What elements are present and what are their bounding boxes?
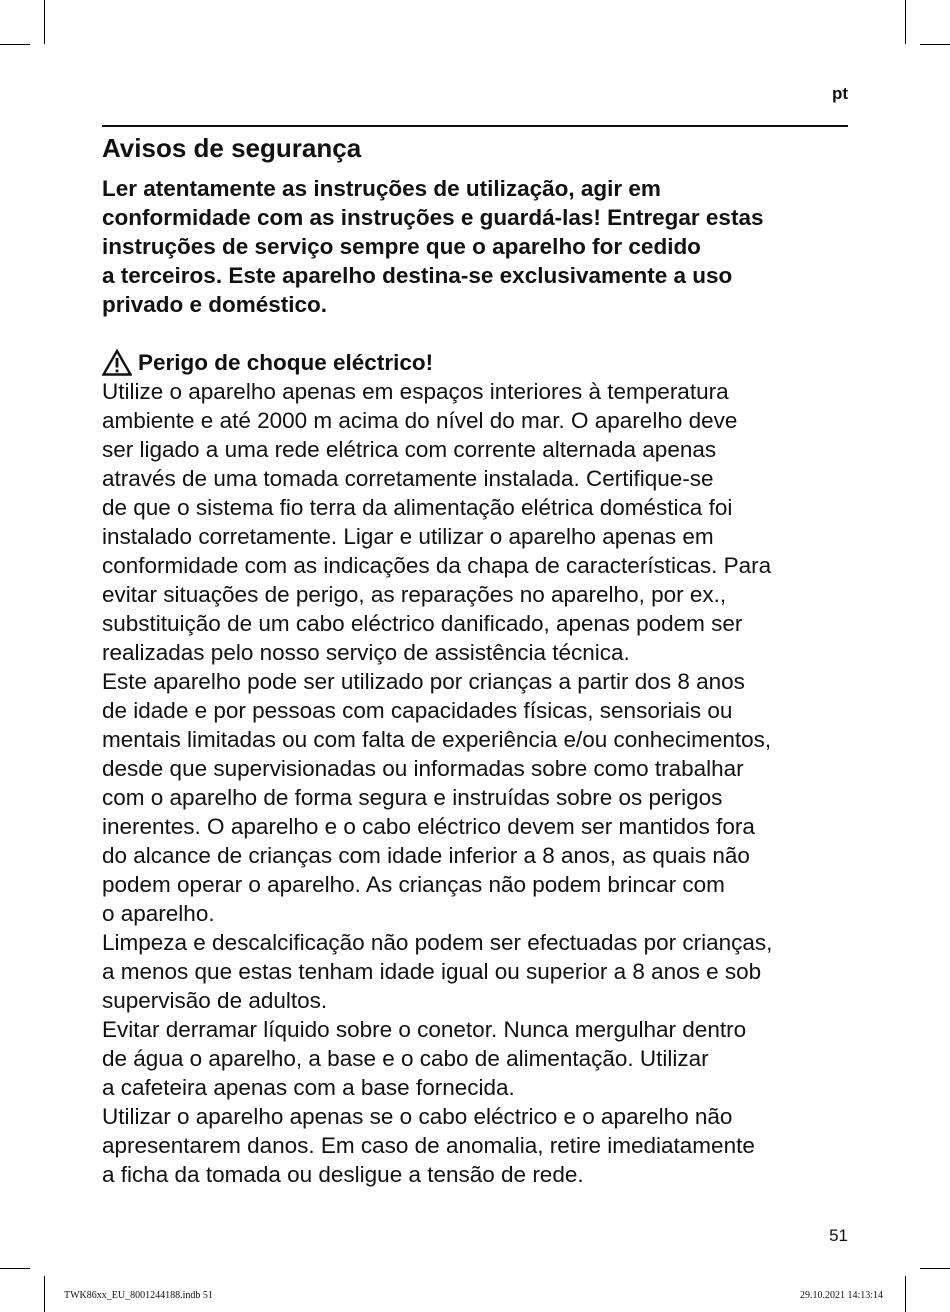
body-line: substituição de um cabo eléctrico danificado, apenas podem ser xyxy=(102,611,743,636)
intro-line: privado e doméstico. xyxy=(102,292,328,317)
crop-mark xyxy=(920,44,950,45)
body-line: através de uma tomada corretamente instalada. Certifique-se xyxy=(102,466,714,491)
body-line: de água o aparelho, a base e o cabo de alimentação. Utilizar xyxy=(102,1046,709,1071)
crop-mark xyxy=(905,0,906,44)
crop-mark xyxy=(920,1268,950,1269)
body-line: Utilizar o aparelho apenas se o cabo eléctrico e o aparelho não xyxy=(102,1104,733,1129)
crop-mark xyxy=(0,44,30,45)
body-line: com o aparelho de forma segura e instruídas sobre os perigos xyxy=(102,785,723,810)
body-line: Utilize o aparelho apenas em espaços interiores à temperatura xyxy=(102,379,729,404)
body-line: Evitar derramar líquido sobre o conetor. Nunca mergulhar dentro xyxy=(102,1017,747,1042)
body-line: Limpeza e descalcificação não podem ser efectuadas por crianças, xyxy=(102,930,773,955)
intro-line: a terceiros. Este aparelho destina-se exclusivamente a uso xyxy=(102,263,733,288)
safety-section xyxy=(102,130,862,1189)
footer-file-label: TWK86xx_EU_8001244188.indb 51 xyxy=(64,1290,213,1301)
crop-mark xyxy=(905,1276,906,1312)
warning-heading xyxy=(102,348,862,377)
body-line: supervisão de adultos. xyxy=(102,988,328,1013)
body-line: mentais limitadas ou com falta de experiência e/ou conhecimentos, xyxy=(102,727,772,752)
body-line: a ficha da tomada ou desligue a tensão de rede. xyxy=(102,1162,584,1187)
footer-timestamp: 29.10.2021 14:13:14 xyxy=(799,1290,883,1301)
intro-line: Ler atentamente as instruções de utilização, agir em xyxy=(102,176,661,201)
body-line: do alcance de crianças com idade inferior a 8 anos, as quais não xyxy=(102,843,750,868)
crop-mark xyxy=(0,1268,30,1269)
language-code: pt xyxy=(831,84,848,103)
intro-paragraph xyxy=(102,174,862,319)
body-line: ser ligado a uma rede elétrica com corrente alternada apenas xyxy=(102,437,717,462)
body-line: a menos que estas tenham idade igual ou superior a 8 anos e sob xyxy=(102,959,762,984)
body-line: evitar situações de perigo, as reparações no aparelho, por ex., xyxy=(102,582,727,607)
intro-line: conformidade com as instruções e guardá-las! Entregar estas xyxy=(102,205,764,230)
intro-line: instruções de serviço sempre que o aparelho for cedido xyxy=(102,234,701,259)
body-line: de idade e por pessoas com capacidades físicas, sensoriais ou xyxy=(102,698,733,723)
crop-mark xyxy=(44,0,45,44)
body-line: o aparelho. xyxy=(102,901,215,926)
warning-triangle-icon xyxy=(102,349,132,376)
page-number: 51 xyxy=(829,1226,848,1245)
body-line: desde que supervisionadas ou informadas sobre como trabalhar xyxy=(102,756,744,781)
body-line: ambiente e até 2000 m acima do nível do mar. O aparelho deve xyxy=(102,408,738,433)
body-paragraph xyxy=(102,377,862,1189)
body-line: realizadas pelo nosso serviço de assistência técnica. xyxy=(102,640,630,665)
body-line: inerentes. O aparelho e o cabo eléctrico devem ser mantidos fora xyxy=(102,814,755,839)
body-line: a cafeteira apenas com a base fornecida. xyxy=(102,1075,515,1100)
section-title: Avisos de segurança xyxy=(102,133,362,163)
body-line: Este aparelho pode ser utilizado por crianças a partir dos 8 anos xyxy=(102,669,745,694)
body-line: de que o sistema fio terra da alimentação elétrica doméstica foi xyxy=(102,495,733,520)
body-line: instalado corretamente. Ligar e utilizar o aparelho apenas em xyxy=(102,524,714,549)
crop-mark xyxy=(44,1276,45,1312)
body-line: conformidade com as indicações da chapa de características. Para xyxy=(102,553,772,578)
body-line: podem operar o aparelho. As crianças não podem brincar com xyxy=(102,872,725,897)
warning-heading-text: Perigo de choque eléctrico! xyxy=(138,350,434,375)
header-rule xyxy=(102,125,848,127)
body-line: apresentarem danos. Em caso de anomalia, retire imediatamente xyxy=(102,1133,755,1158)
